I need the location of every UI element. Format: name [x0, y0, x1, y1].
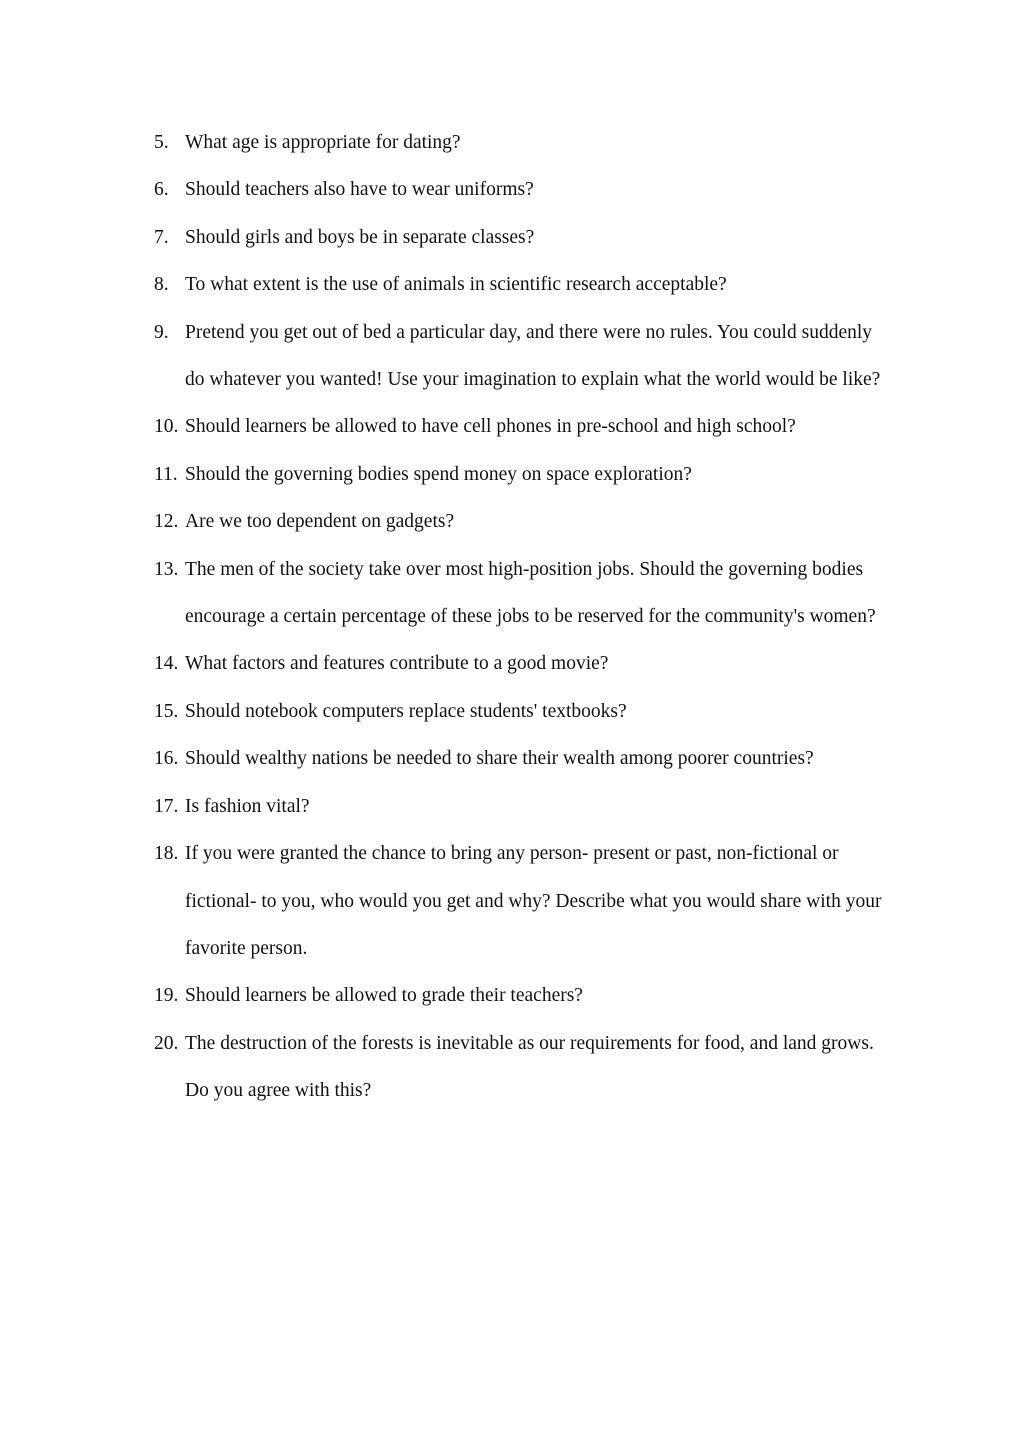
question-text: Should the governing bodies spend money on space exploration? [185, 463, 692, 485]
question-text: The destruction of the forests is inevitable as our requirements for food, and land grows. Do you agree with this? [185, 1032, 874, 1102]
question-number: 11. [154, 463, 178, 485]
question-item [154, 546, 894, 641]
question-number: 19. [154, 985, 179, 1007]
question-number: 10. [154, 416, 179, 438]
question-text: Are we too dependent on gadgets? [185, 511, 455, 533]
question-item [154, 403, 894, 450]
question-text: What factors and features contribute to a good movie? [185, 653, 609, 675]
question-item [154, 1020, 894, 1115]
question-text: Should wealthy nations be needed to share their wealth among poorer countries? [185, 748, 814, 770]
question-number: 5. [154, 132, 169, 153]
question-number: 20. [154, 1032, 179, 1054]
question-item [154, 735, 894, 782]
question-item [154, 451, 894, 498]
question-item [154, 783, 894, 830]
question-number: 14. [154, 653, 179, 675]
question-item [154, 830, 894, 972]
question-number: 12. [154, 511, 179, 533]
question-item [154, 214, 894, 261]
question-number: 15. [154, 700, 179, 722]
question-text: Pretend you get out of bed a particular day, and there were no rules. You could suddenly do whatever you wanted! Use your imagination to explain what the world would be like? [185, 321, 881, 391]
question-item [154, 972, 894, 1019]
question-number: 8. [154, 274, 169, 296]
question-item [154, 261, 894, 308]
question-number: 18. [154, 843, 179, 865]
question-text: Should learners be allowed to grade their teachers? [185, 985, 583, 1007]
question-number: 17. [154, 795, 179, 817]
question-text: To what extent is the use of animals in scientific research acceptable? [185, 274, 727, 296]
question-text: Is fashion vital? [185, 795, 310, 817]
question-item [154, 309, 894, 404]
question-item [154, 119, 894, 166]
question-number: 16. [154, 748, 179, 770]
question-text: Should teachers also have to wear uniforms? [185, 179, 534, 201]
question-item [154, 166, 894, 213]
question-text: Should learners be allowed to have cell phones in pre-school and high school? [185, 416, 796, 438]
question-number: 6. [154, 179, 169, 201]
question-number: 7. [154, 226, 169, 248]
question-text: Should notebook computers replace students' textbooks? [185, 700, 627, 722]
question-text: What age is appropriate for dating? [185, 132, 461, 153]
question-list [154, 119, 894, 1115]
question-item [154, 498, 894, 545]
question-text: The men of the society take over most high-position jobs. Should the governing bodies encourage a certain percentage of these jobs to be reserved for the community's women? [185, 558, 876, 628]
question-number: 13. [154, 558, 179, 580]
question-item [154, 688, 894, 735]
question-item [154, 640, 894, 687]
question-number: 9. [154, 321, 169, 343]
question-text: Should girls and boys be in separate classes? [185, 226, 535, 248]
question-text: If you were granted the chance to bring any person- present or past, non-fictional or fictional- to you, who would you get and why? Describe what you would share with your favorite person. [185, 843, 882, 959]
